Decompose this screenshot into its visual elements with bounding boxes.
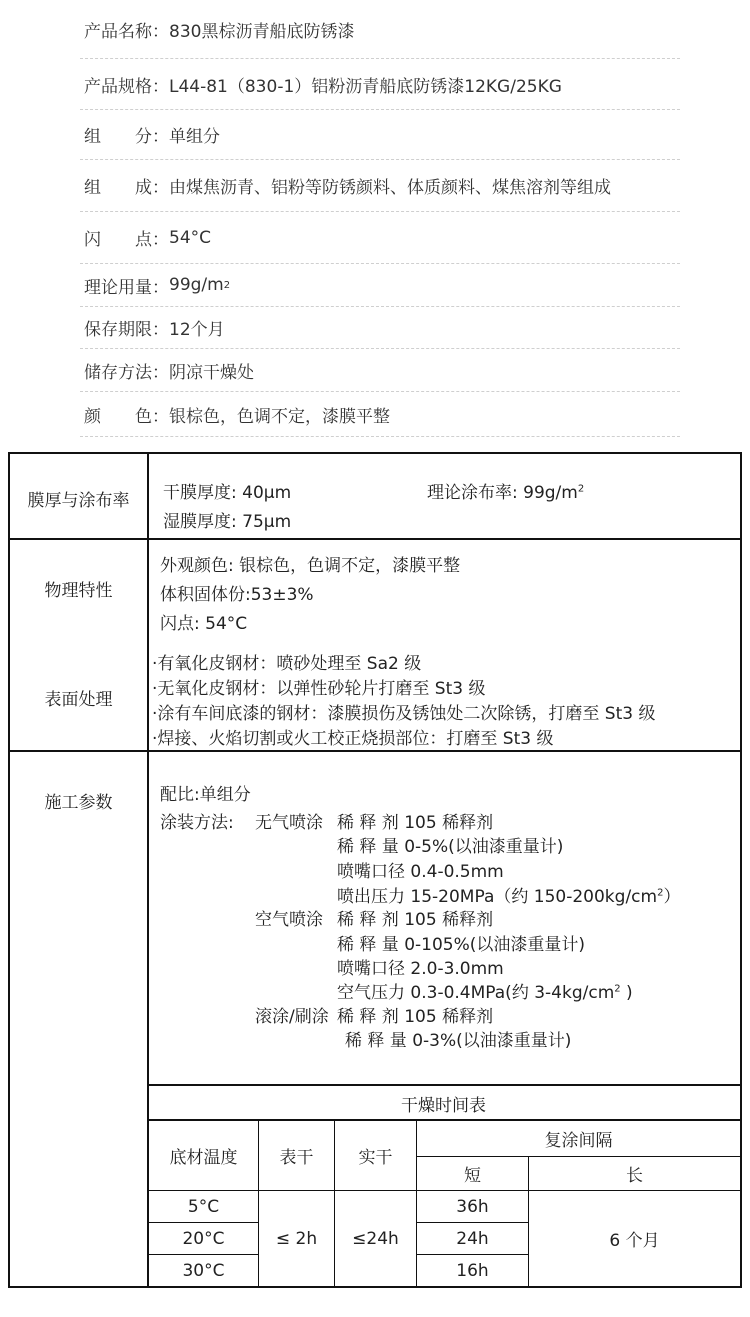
film-label: 膜厚与涂布率 [27,491,130,511]
superscript: 2 [657,887,664,899]
air-param [337,978,633,1003]
air-param: 喷嘴口径 2.0-3.0mm [337,959,504,979]
header-short: 短 [464,1166,481,1186]
airless-label: 无气喷涂 [255,813,323,833]
air-pressure-tail: ) [620,983,633,1003]
air-param: 稀 释 剂 105 稀释剂 [337,910,494,930]
spec-label: 组 成： [84,178,169,198]
spec-label: 产品名称： [84,21,169,42]
spec-label: 组 分： [84,127,169,147]
superscript: 2 [614,983,621,995]
spec-row-storage [80,349,680,392]
physical-line: 外观颜色: 银棕色，色调不定，漆膜平整 [160,556,461,576]
spec-label: 颜 色： [84,406,169,427]
spec-value: 12个月 [169,320,225,340]
surface-dry-cell: ≤ 2h [275,1228,318,1249]
spec-row-shelf-life [80,307,680,349]
spec-value: 银棕色，色调不定，漆膜平整 [169,406,390,427]
header-surface-dry: 表干 [279,1148,314,1168]
wet-film-thickness: 湿膜厚度: 75μm [163,512,292,532]
temp-cell: 30°C [182,1260,225,1281]
spec-value: 830黑棕沥青船底防锈漆 [169,21,355,42]
temp-cell: 20°C [182,1228,225,1249]
mix-ratio: 配比:单组分 [160,785,251,805]
physical-line: 体积固体份:53±3% [160,585,314,605]
hard-dry-cell: ≤24h [352,1228,399,1249]
construction-label: 施工参数 [44,793,113,813]
spec-label: 保存期限： [84,320,169,340]
short-interval-cell: 24h [456,1228,489,1249]
dry-film-thickness: 干膜厚度: 40μm [163,483,292,503]
physical-label: 物理特性 [44,581,113,601]
spec-list [80,0,680,437]
spec-row-coverage [80,264,680,307]
spec-row-component [80,110,680,160]
header-long: 长 [626,1166,643,1186]
spec-value: 54°C [169,227,212,248]
header-hard-dry: 实干 [358,1148,393,1168]
spec-row-flash-point [80,212,680,264]
drying-title: 干燥时间表 [401,1096,486,1116]
superscript: 2 [223,279,231,291]
theoretical-coverage [427,478,584,503]
airless-pressure: 喷出压力 15-20MPa（约 150-200kg/cm [337,887,658,907]
air-label: 空气喷涂 [255,910,323,930]
spec-label: 闪 点： [84,230,169,250]
spec-label: 理论用量： [84,277,169,298]
spec-value: 阴凉干燥处 [169,362,254,383]
long-interval-cell: 6 个月 [609,1231,660,1251]
spec-value: 单组分 [169,127,220,147]
header-temp: 底材温度 [169,1148,238,1168]
airless-pressure-tail: ） [663,887,681,907]
superscript: 2 [577,483,585,495]
spec-row-color [80,392,680,437]
short-interval-cell: 16h [456,1260,489,1281]
short-interval-cell: 36h [456,1196,489,1217]
row-divider [10,538,740,540]
air-param: 稀 释 量 0-105%(以油漆重量计) [337,935,586,955]
surface-line: ·无氧化皮钢材：以弹性砂轮片打磨至 St3 级 [152,679,486,699]
airless-param: 喷嘴口径 0.4-0.5mm [337,862,504,882]
surface-line: ·有氧化皮钢材：喷砂处理至 Sa2 级 [152,654,422,674]
airless-param: 稀 释 剂 105 稀释剂 [337,813,494,833]
airless-param [337,882,680,907]
spec-label: 产品规格： [84,76,169,97]
coverage-text: 理论涂布率: 99g/m [427,483,578,503]
physical-line: 闪点: 54°C [160,614,248,634]
airless-param: 稀 释 量 0-5%(以油漆重量计) [337,837,564,857]
spec-value: 由煤焦沥青、铝粉等防锈颜料、体质颜料、煤焦溶剂等组成 [169,178,611,198]
spec-row-product-spec [80,59,680,110]
spec-value: 99g/m [169,275,224,295]
row-divider [10,750,740,752]
air-pressure: 空气压力 0.3-0.4MPa(约 3-4kg/cm [337,983,615,1003]
surface-line: ·涂有车间底漆的钢材：漆膜损伤及锈蚀处二次除锈，打磨至 St3 级 [152,704,656,724]
spec-row-composition [80,160,680,212]
roll-label: 滚涂/刷涂 [255,1007,329,1027]
spec-value: L44-81（830-1）铝粉沥青船底防锈漆12KG/25KG [169,76,562,97]
column-divider [147,454,149,1086]
temp-cell: 5°C [187,1196,220,1217]
surface-line: ·焊接、火焰切割或火工校正烧损部位：打磨至 St3 级 [152,729,554,749]
roll-param: 稀 释 剂 105 稀释剂 [337,1007,494,1027]
roll-param: 稀 释 量 0-3%(以油漆重量计) [345,1031,572,1051]
spec-table [8,452,742,1288]
header-recoat: 复涂间隔 [544,1131,613,1151]
surface-label: 表面处理 [44,690,113,710]
method-label: 涂装方法: [160,813,234,833]
spec-label: 储存方法： [84,362,169,383]
spec-row-product-name [80,0,680,59]
